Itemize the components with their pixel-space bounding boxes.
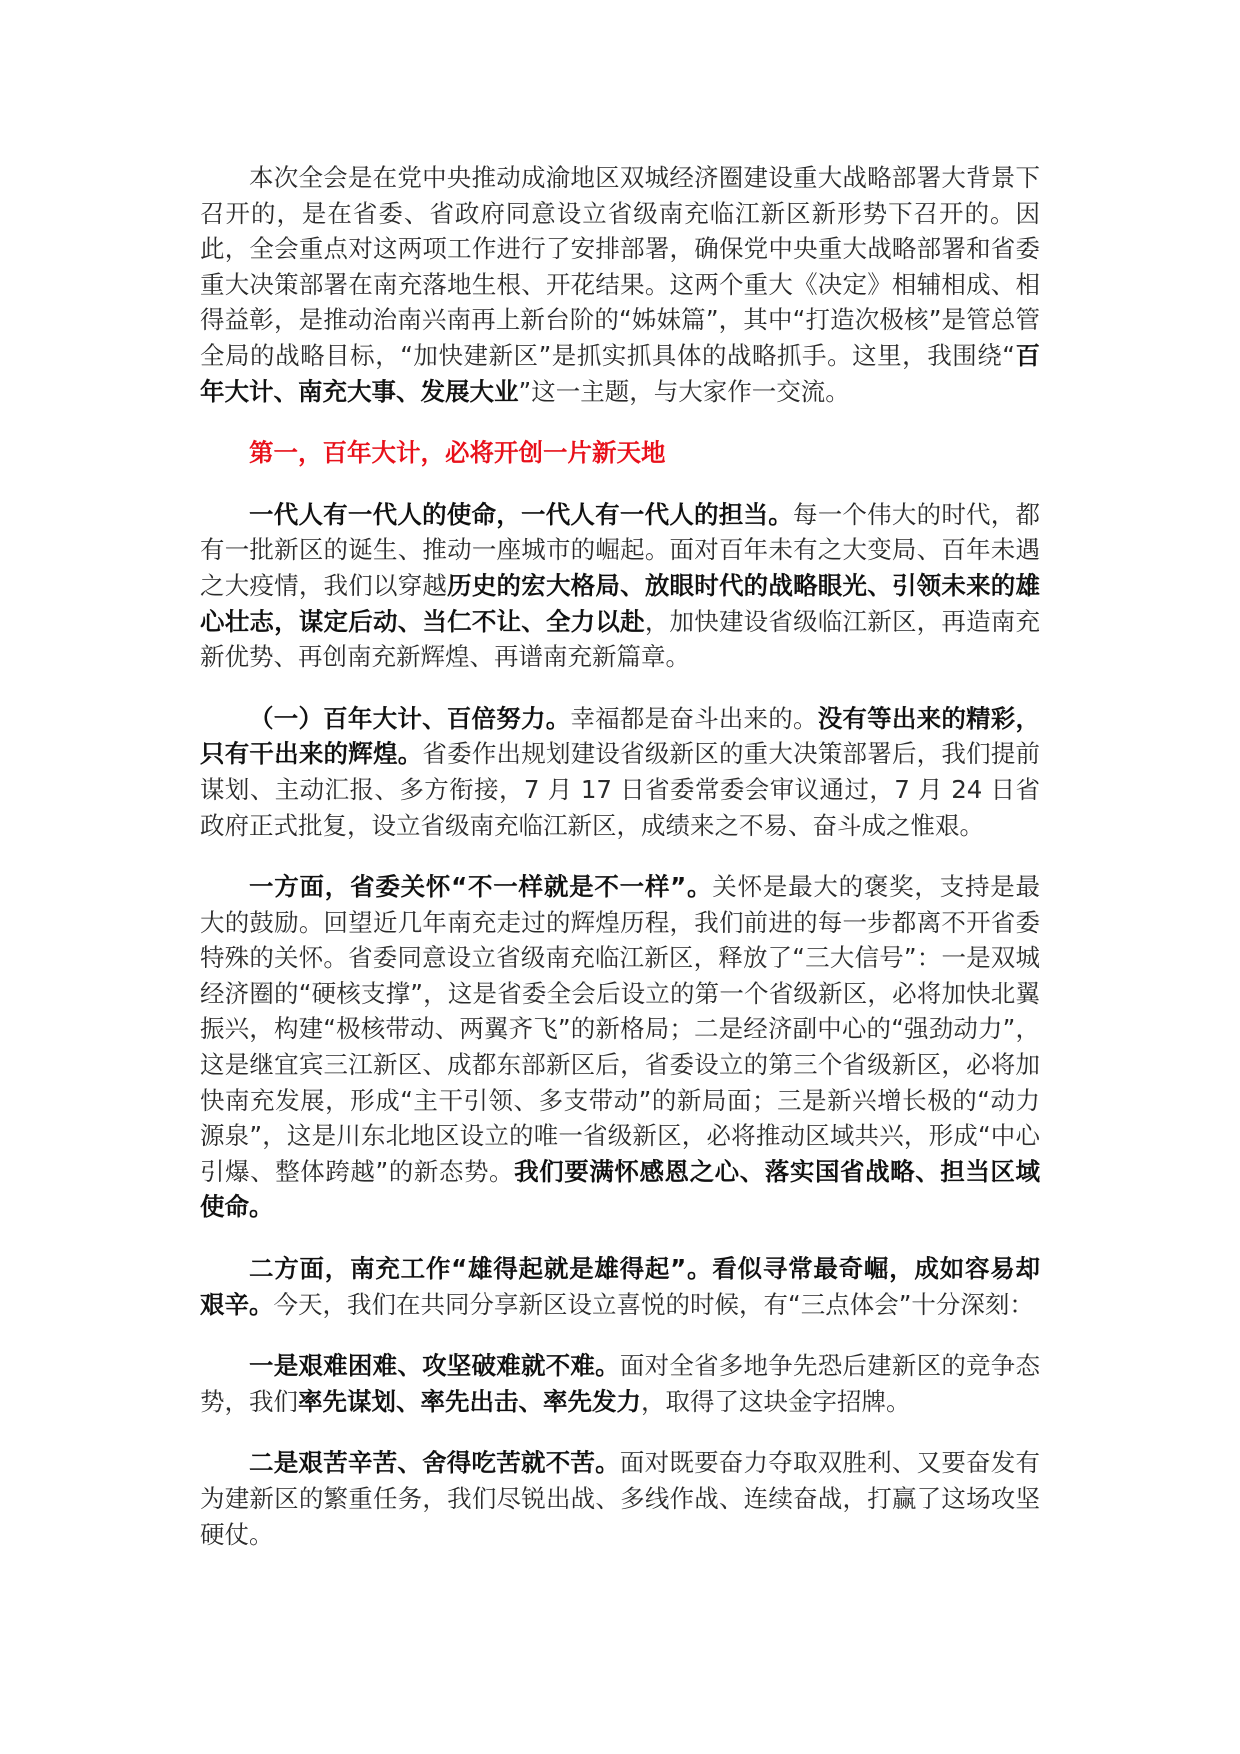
text-run: 面对既要奋力夺取双胜利、又要奋发有为建新区的繁重任务，我们尽锐出战、多线作战、连续奋战，打赢了这场攻坚硬仗。 xyxy=(200,1448,1041,1549)
text-run: ，取得了这块金字招牌。 xyxy=(641,1386,911,1416)
bold-text-run: 率先谋划、率先出击、率先发力 xyxy=(298,1386,641,1416)
document-page xyxy=(200,160,1040,1578)
bold-text-run: 我们要满怀感恩之心、落实国省战略、担当区域使命。 xyxy=(200,1156,1040,1222)
bold-text-run: 二是艰苦辛苦、舍得吃苦就不苦。 xyxy=(249,1448,620,1478)
text-run: ”这一主题，与大家作一交流。 xyxy=(518,376,850,406)
bold-text-run: （一）百年大计、百倍努力。 xyxy=(249,703,571,733)
bold-text-run: 一代人有一代人的使命，一代人有一代人的担当。 xyxy=(249,499,793,529)
text-run: ，加快建设省级临江新区，再造南充新优势、再创南充新辉煌、再谱南充新篇章。 xyxy=(200,606,1041,672)
paragraph-point-two xyxy=(200,1445,1040,1552)
section-heading xyxy=(200,435,1040,471)
paragraph-point-one xyxy=(200,1348,1040,1419)
paragraph-subsection-one xyxy=(200,701,1040,843)
text-run: 今天，我们在共同分享新区设立喜悦的时候，有“三点体会”十分深刻： xyxy=(273,1289,1034,1319)
text-run: 本次全会是在党中央推动成渝地区双城经济圈建设重大战略部署大背景下召开的，是在省委、省政府同意设立省级南充临江新区新形势下召开的。因此，全会重点对这两项工作进行了安排部署，确保党中央重大战略部署和省委重大决策部署在南充落地生根、开花结果。这两个重大《决定》相辅相成、相得益彰，是推动治南兴南再上新台阶的“姊妹篇”，其中“打造次极核”是管总管全局的战略目标，“加快建新区”是抓实抓具体的战略抓手。这里，我围绕“ xyxy=(200,163,1040,370)
bold-text-run: 一方面，省委关怀“不一样就是不一样”。 xyxy=(249,872,713,902)
bold-text-run: 一是艰难困难、攻坚破难就不难。 xyxy=(249,1351,620,1381)
bold-text-run: 二方面，南充工作“雄得起就是雄得起”。看似寻常最奇崛，成如容易却艰辛。 xyxy=(200,1254,1040,1319)
bold-text-run: 没有等出来的精彩，只有干出来的辉煌。 xyxy=(200,703,1041,769)
text-run: 幸福都是奋斗出来的。 xyxy=(570,703,818,733)
bold-text-run: 历史的宏大格局、放眼时代的战略眼光、引领未来的雄心壮志，谋定后动、当仁不让、全力以赴 xyxy=(200,570,1041,636)
text-run: 每一个伟大的时代，都有一批新区的诞生、推动一座城市的崛起。面对百年未有之大变局、百年未遇之大疫情，我们以穿越 xyxy=(200,499,1041,600)
paragraph-aspect-one xyxy=(200,869,1040,1225)
paragraph-intro xyxy=(200,160,1040,409)
text-run: 关怀是最大的褒奖，支持是最大的鼓励。回望近几年南充走过的辉煌历程，我们前进的每一步都离不开省委特殊的关怀。省委同意设立省级南充临江新区，释放了“三大信号”：一是双城经济圈的“硬核支撑”，这是省委全会后设立的第一个省级新区，必将加快北翼振兴，构建“极核带动、两翼齐飞”的新格局；二是经济副中心的“强劲动力”，这是继宜宾三江新区、成都东部新区后，省委设立的第三个省级新区，必将加快南充发展，形成“主干引领、多支带动”的新局面；三是新兴增长极的“动力源泉”，这是川东北地区设立的唯一省级新区，必将推动区域共兴，形成“中心引爆、整体跨越”的新态势。 xyxy=(200,872,1041,1186)
paragraph-aspect-two xyxy=(200,1251,1040,1322)
heading-text: 第一，百年大计，必将开创一片新天地 xyxy=(249,438,666,468)
paragraph-mission xyxy=(200,497,1040,675)
text-run: 省委作出规划建设省级新区的重大决策部署后，我们提前谋划、主动汇报、多方衔接，7 月 17 日省委常委会审议通过，7 月 24 日省政府正式批复，设立省级南充临江新区，成绩来之不易、奋斗成之惟艰。 xyxy=(200,739,1041,840)
text-run: 面对全省多地争先恐后建新区的竞争态势，我们 xyxy=(200,1351,1041,1416)
bold-text-run: 百年大计、南充大事、发展大业 xyxy=(200,340,1041,406)
